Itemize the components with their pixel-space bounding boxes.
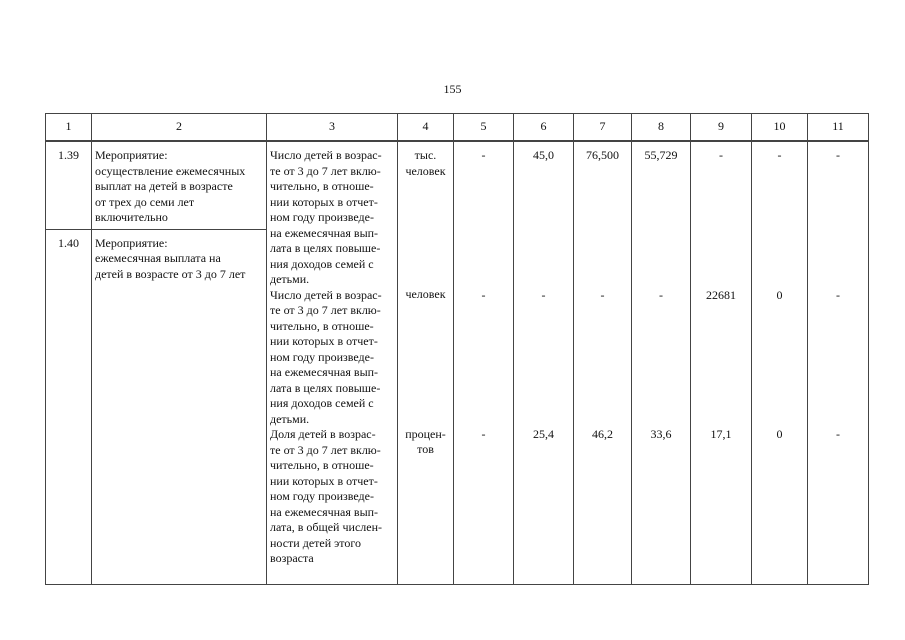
value-cell: - - - (808, 141, 869, 584)
col-header: 5 (454, 114, 514, 142)
col-header: 2 (92, 114, 267, 142)
value-cell: 76,500 - 46,2 (574, 141, 632, 584)
page-number: 155 (443, 82, 462, 96)
col-header: 10 (752, 114, 808, 142)
col-header: 1 (46, 114, 92, 142)
value-cell: - 22681 17,1 (691, 141, 752, 584)
event-cell: Мероприятие: ежемесячная выплата на детей в возрасте от 3 до 7 лет (92, 229, 267, 584)
indicators-table (45, 113, 869, 585)
value-cell: - - - (454, 141, 514, 584)
col-header: 6 (514, 114, 574, 142)
value-cell: - 0 0 (752, 141, 808, 584)
col-header: 9 (691, 114, 752, 142)
col-header: 8 (632, 114, 691, 142)
col-header: 11 (808, 114, 869, 142)
row-number: 1.39 (46, 141, 92, 229)
col-header: 7 (574, 114, 632, 142)
value-cell: 45,0 - 25,4 (514, 141, 574, 584)
indicator-cell: Число детей в возрас- те от 3 до 7 лет вклю- чительно, в отноше- нии которых в отчет- ном году произведе- на ежемесячная вып- лата в целях повыше- ния доходов семей с детьми. Число детей в возрас- те от 3 до 7 лет вклю- чительно, в отноше- нии которых в отчет- ном году произведе- на ежемесячная вып- лата в целях повыше- ния доходов семей с детьми. Доля детей в возрас- те от 3 до 7 лет вклю- чительно, в отноше- нии которых в отчет- ном году произведе- на ежемесячная вып- лата, в общей числен- ности детей этого возраста (267, 141, 398, 584)
value-cell: 55,729 - 33,6 (632, 141, 691, 584)
col-header: 3 (267, 114, 398, 142)
col-header: 4 (398, 114, 454, 142)
table-row (46, 141, 869, 229)
header-row (46, 114, 869, 142)
event-cell: Мероприятие: осуществление ежемесячных выплат на детей в возрасте от трех до семи лет включительно (92, 141, 267, 229)
unit-cell: тыс. человек человек процен- тов (398, 141, 454, 584)
row-number: 1.40 (46, 229, 92, 584)
